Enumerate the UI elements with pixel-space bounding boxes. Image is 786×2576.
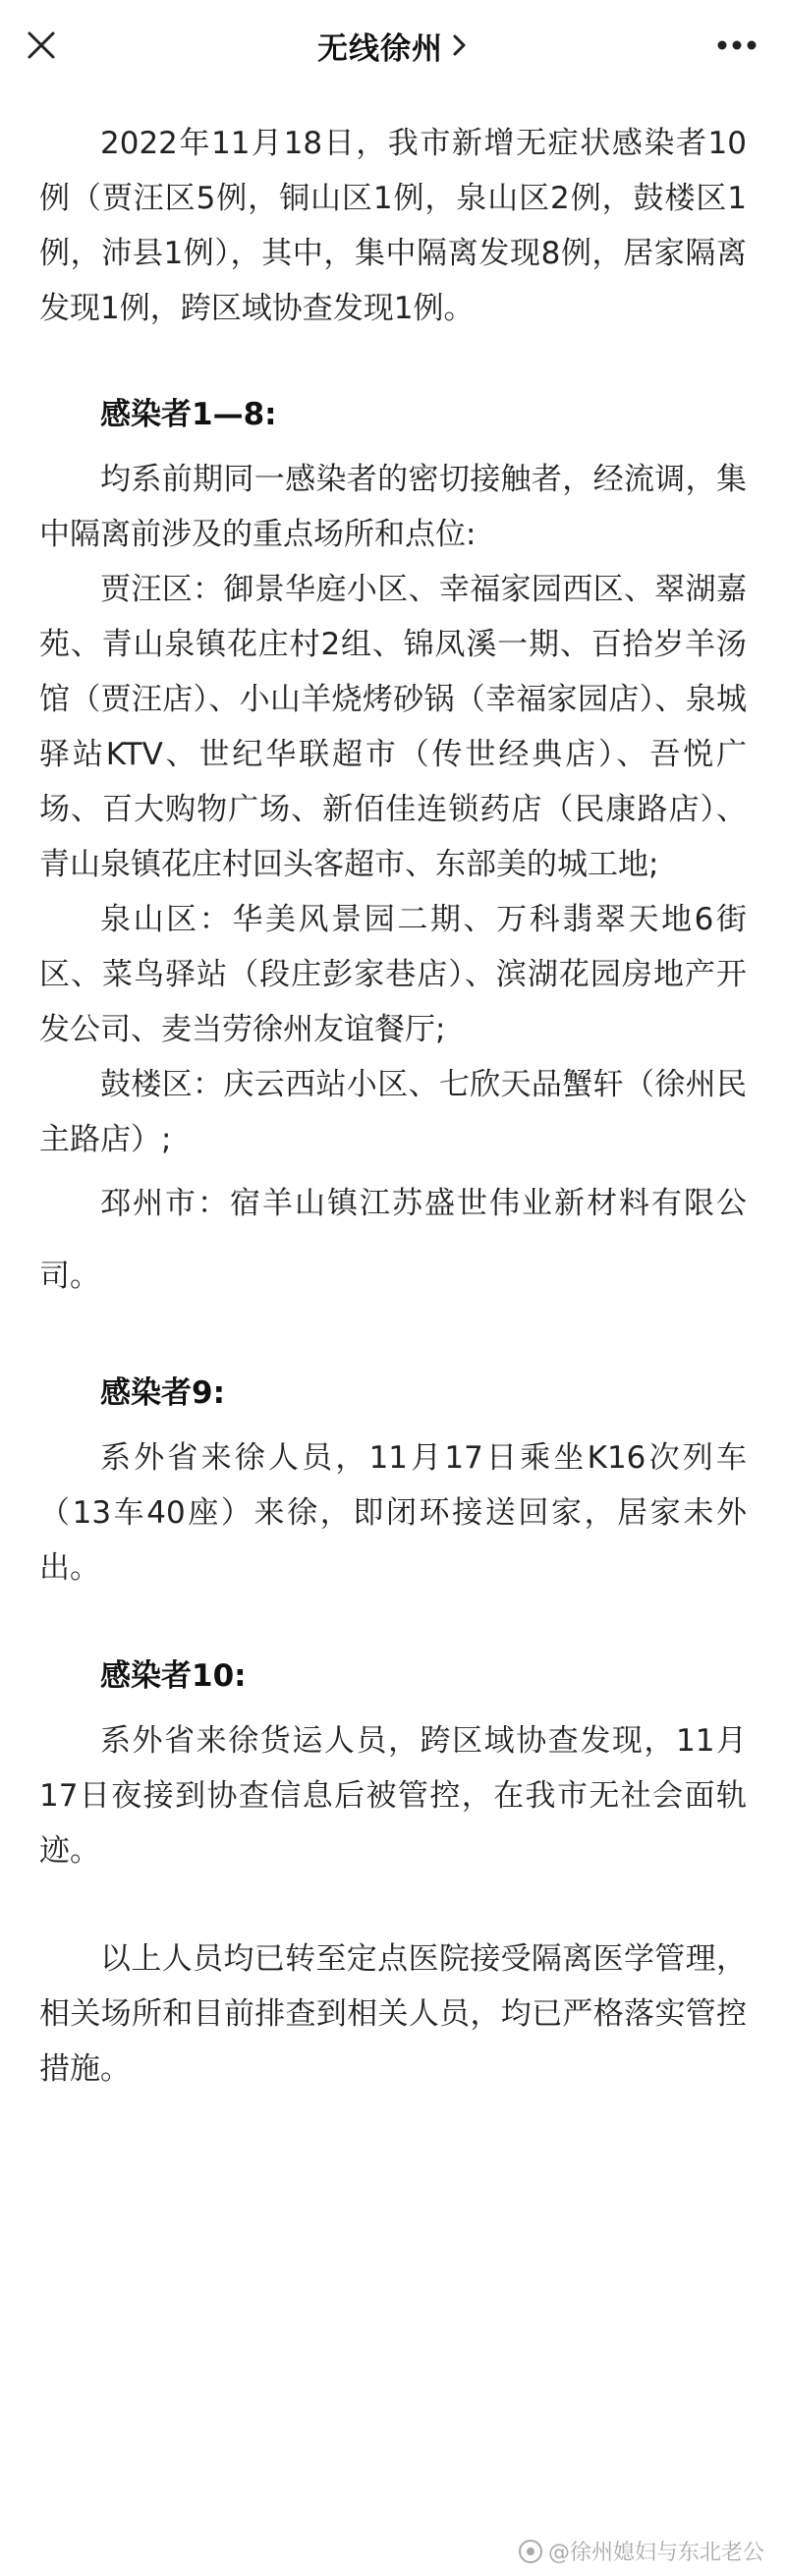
cases-1-8-gulou-locations: 鼓楼区：庆云西站小区、七欣天品蟹轩（徐州民主路店）; — [39, 1067, 747, 1157]
watermark-logo-icon — [519, 2540, 542, 2563]
section-heading-cases-1-8: 感染者1—8: — [100, 397, 277, 432]
more-button[interactable] — [709, 22, 764, 69]
section-heading-case-9: 感染者9: — [100, 1375, 225, 1411]
more-icon — [716, 39, 758, 51]
cases-1-8-quanshan-locations: 泉山区：华美风景园二期、万科翡翠天地6街区、菜鸟驿站（段庄彭家巷店）、滨湖花园房地产开发公司、麦当劳徐州友谊餐厅; — [39, 902, 747, 1047]
account-title-link[interactable] — [0, 24, 786, 67]
cases-1-8-summary: 均系前期同一感染者的密切接触者，经流调，集中隔离前涉及的重点场所和点位: — [39, 462, 747, 552]
section-heading-case-10: 感染者10: — [100, 1658, 247, 1694]
case-9-details: 系外省来徐人员，11月17日乘坐K16次列车（13车40座）来徐，即闭环接送回家，居家未外出。 — [39, 1440, 747, 1586]
article-body — [39, 116, 747, 2097]
watermark — [519, 2536, 764, 2566]
cases-1-8-jiawang-locations: 贾汪区：御景华庭小区、幸福家园西区、翠湖嘉苑、青山泉镇花庄村2组、锦凤溪一期、百拾岁羊汤馆（贾汪店）、小山羊烧烤砂锅（幸福家园店）、泉城驿站KTV、世纪华联超市（传世经典店）、吾悦广场、百大购物广场、新佰佳连锁药店（民康路店）、青山泉镇花庄村回头客超市、东部美的城工地; — [39, 572, 747, 882]
chevron-right-icon — [451, 32, 469, 58]
watermark-text: @徐州媳妇与东北老公 — [547, 2541, 764, 2565]
closing-paragraph: 以上人员均已转至定点医院接受隔离医学管理，相关场所和目前排查到相关人员，均已严格落实管控措施。 — [39, 1941, 747, 2087]
cases-1-8-pizhou-locations: 邳州市：宿羊山镇江苏盛世伟业新材料有限公司。 — [39, 1186, 747, 1294]
intro-paragraph: 2022年11月18日，我市新增无症状感染者10例（贾汪区5例，铜山区1例，泉山区2例，鼓楼区1例，沛县1例），其中，集中隔离发现8例，居家隔离发现1例，跨区域协查发现1例。 — [39, 126, 747, 326]
top-navigation-bar — [0, 0, 786, 90]
case-10-details: 系外省来徐货运人员，跨区域协查发现，11月17日夜接到协查信息后被管控，在我市无社会面轨迹。 — [39, 1723, 747, 1869]
page-title: 无线徐州 — [317, 30, 443, 67]
